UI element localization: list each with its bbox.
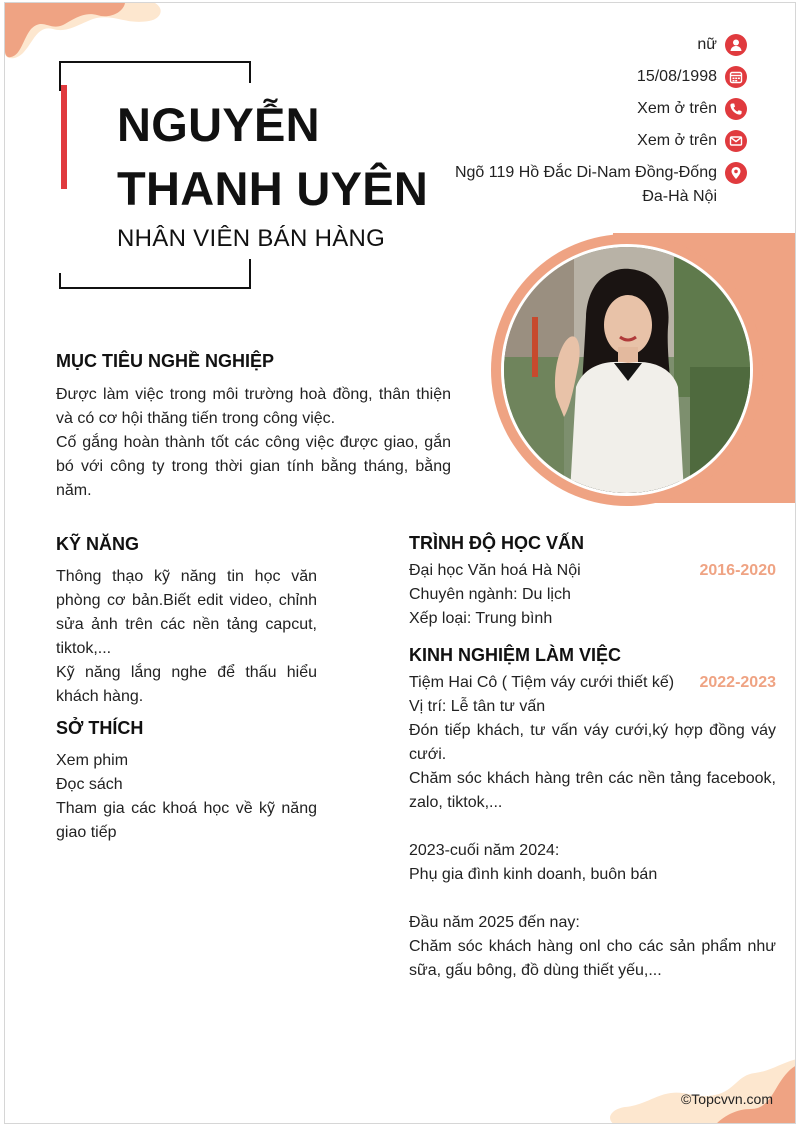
hobby-item: Tham gia các khoá học về kỹ năng giao tiếp — [56, 800, 317, 841]
company-name: Tiệm Hai Cô ( Tiệm váy cưới thiết kế) — [409, 674, 675, 691]
address-text — [455, 161, 717, 209]
experience-period-3-desc: Chăm sóc khách hàng onl cho các sản phẩm như sữa, gấu bông, đồ dùng thiết yếu,... — [409, 938, 776, 979]
hobby-item: Xem phim — [56, 752, 129, 769]
objective-title: MỤC TIÊU NGHỀ NGHIỆP — [56, 351, 275, 371]
experience-duty-2: Chăm sóc khách hàng trên các nền tảng facebook, zalo, tiktok,... — [409, 770, 776, 811]
hobby-item: Đọc sách — [56, 776, 123, 793]
experience-title: KINH NGHIỆM LÀM VIỆC — [409, 645, 622, 665]
education-title: TRÌNH ĐỘ HỌC VẤN — [409, 533, 584, 553]
contact-email — [427, 129, 747, 153]
profile-photo — [504, 247, 750, 493]
hobbies-title: SỞ THÍCH — [56, 718, 144, 738]
objective-paragraph-2: Cố gắng hoàn thành tốt các công việc được giao, gắn bó với công ty trong thời gian tính bằng tháng, bằng năm. — [56, 434, 451, 499]
email-text: Xem ở trên — [637, 132, 717, 149]
contact-address — [387, 161, 747, 209]
education-major: Chuyên ngành: Du lịch — [409, 586, 571, 603]
address-line-1: Ngõ 119 Hồ Đắc Di-Nam Đồng-Đống — [454, 164, 717, 181]
name-line-2: THANH UYÊN — [117, 162, 429, 215]
copyright-text: ©Topcvvn.com — [680, 1091, 773, 1107]
envelope-icon — [725, 130, 747, 152]
calendar-icon — [725, 66, 747, 88]
person-icon — [725, 34, 747, 56]
education-grade: Xếp loại: Trung bình — [409, 610, 553, 627]
location-pin-icon — [725, 162, 747, 184]
top-left-decoration — [5, 3, 175, 63]
contact-gender — [427, 33, 747, 57]
experience-company-row — [409, 671, 776, 695]
skills-paragraph-2: Kỹ năng lắng nghe để thấu hiểu khách hàng. — [56, 664, 317, 705]
contact-phone — [427, 97, 747, 121]
contact-birthday — [427, 65, 747, 89]
objective-text — [56, 383, 451, 503]
school-name: Đại học Văn hoá Hà Nội — [409, 562, 581, 579]
name-accent-bar — [61, 85, 67, 189]
experience-period-2-desc: Phụ gia đình kinh doanh, buôn bán — [409, 866, 658, 883]
objective-paragraph-1: Được làm việc trong môi trường hoà đồng, thân thiện và có cơ hội thăng tiến trong công việc. — [56, 386, 451, 427]
cv-page — [4, 2, 796, 1124]
skills-paragraph-1: Thông thạo kỹ năng tin học văn phòng cơ bản.Biết edit video, chỉnh sửa ảnh trên các nền tảng capcut, tiktok,... — [56, 568, 317, 657]
experience-years: 2022-2023 — [699, 674, 776, 691]
experience-period-3: Đầu năm 2025 đến nay: — [409, 914, 580, 931]
job-title: NHÂN VIÊN BÁN HÀNG — [117, 225, 386, 252]
address-line-2: Đa-Hà Nội — [642, 188, 717, 205]
experience-period-2: 2023-cuối năm 2024: — [409, 842, 560, 859]
skills-title: KỸ NĂNG — [56, 534, 140, 554]
gender-text: nữ — [697, 36, 717, 53]
name-line-1: NGUYỄN — [117, 98, 320, 151]
experience-duty-1: Đón tiếp khách, tư vấn váy cưới,ký hợp đồng váy cưới. — [409, 722, 776, 763]
hobbies-list — [56, 749, 317, 845]
birthday-text: 15/08/1998 — [636, 68, 717, 85]
phone-text: Xem ở trên — [637, 100, 717, 117]
experience-position: Vị trí: Lễ tân tư vấn — [409, 698, 546, 715]
education-school-row — [409, 559, 776, 583]
phone-icon — [725, 98, 747, 120]
skills-text — [56, 565, 317, 709]
education-years: 2016-2020 — [699, 562, 776, 579]
